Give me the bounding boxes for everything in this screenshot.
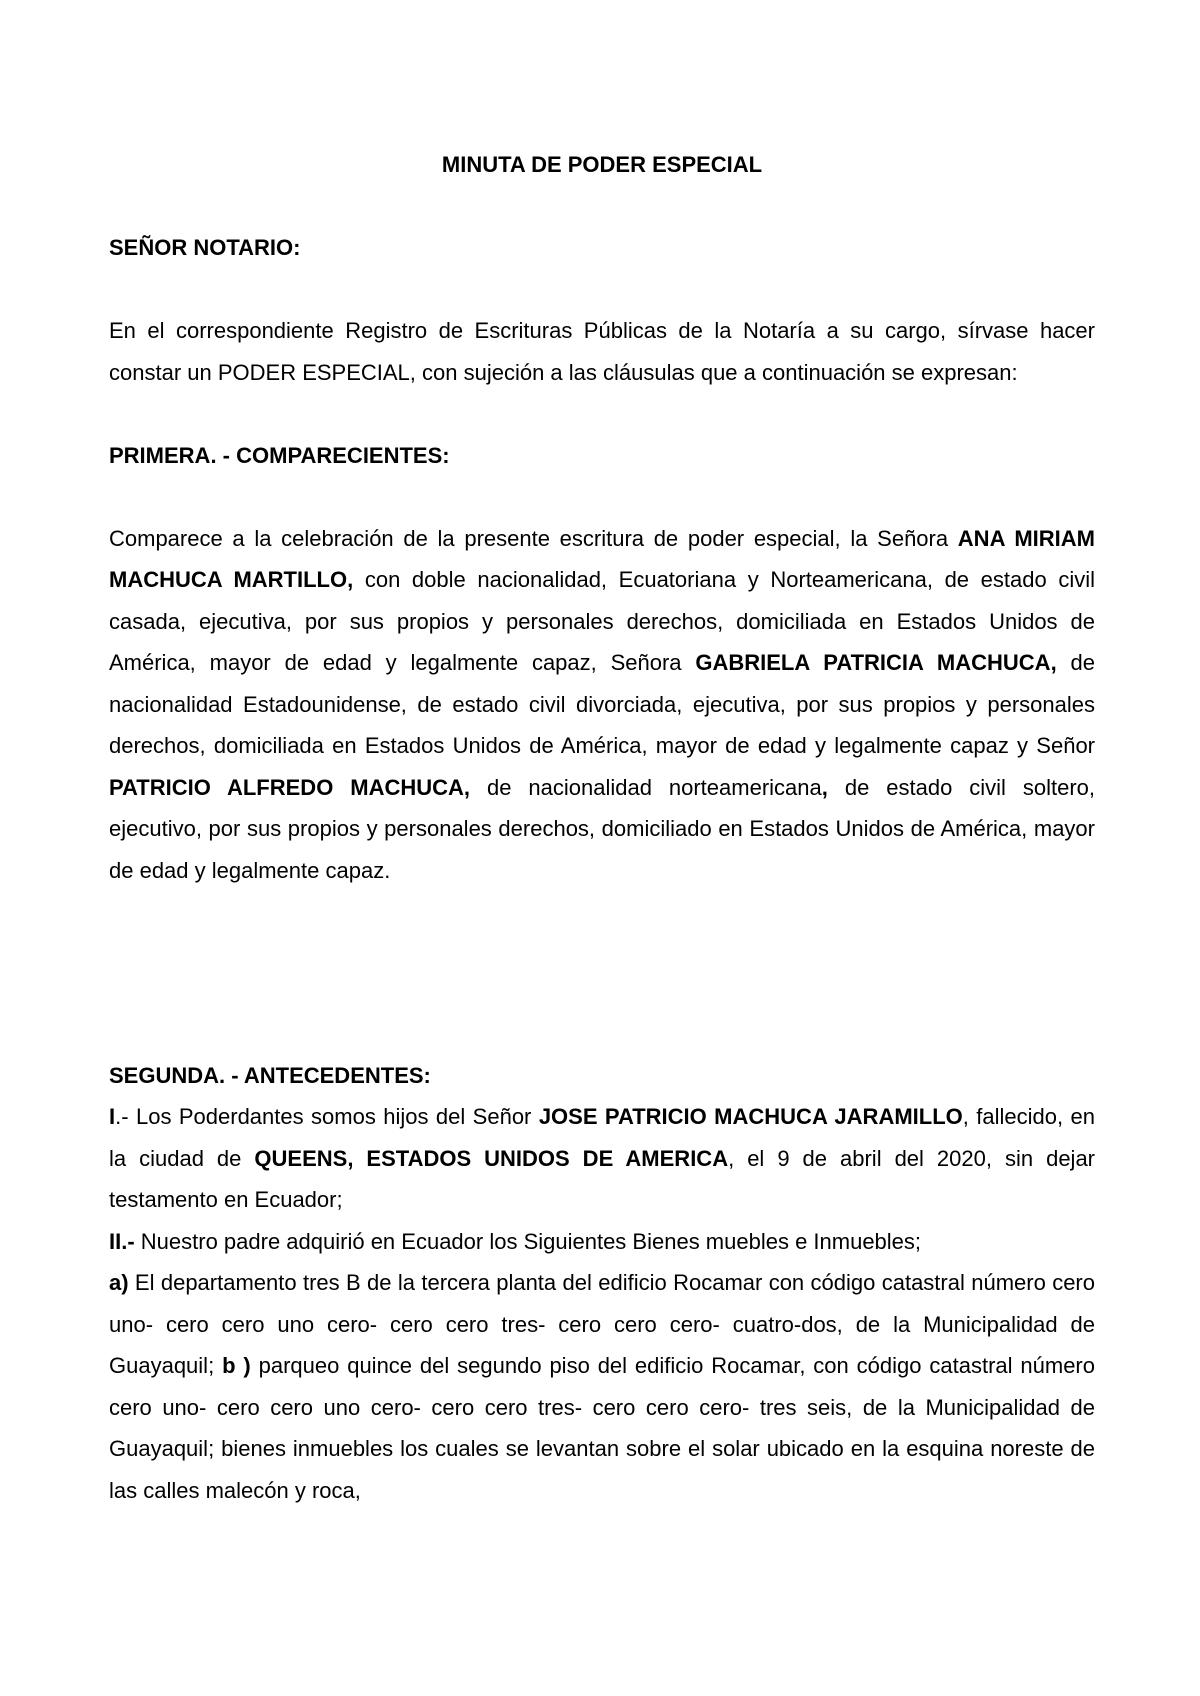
- comparecientes-text-5: de estado civil soltero, ejecutivo, por sus propios y personales derechos, domiciliado en Estados Unidos de América, mayor de edad y legalmente capaz.: [109, 774, 1096, 883]
- compareciente-name-3: PATRICIO ALFREDO MACHUCA,: [109, 774, 471, 800]
- antecedente-item-1-marker: I: [109, 1104, 116, 1129]
- intro-paragraph: En el correspondiente Registro de Escrituras Públicas de la Notaría a su cargo, sírvase hacer constar un PODER ESPECIAL, con sujeción a las cláusulas que a continuación se expresan:: [109, 318, 1095, 385]
- comparecientes-text-4: de nacionalidad norteamericana: [470, 774, 822, 800]
- antecedente-item-2: [109, 1221, 1095, 1263]
- antecedente-item-2-marker: II.-: [109, 1228, 135, 1254]
- antecedente-item-1: [109, 1096, 1095, 1221]
- antecedente-item-1-text-c: , el 9 de abril del 2020, sin dejar testamento en Ecuador;: [109, 1145, 1096, 1212]
- antecedente-item-2-text: Nuestro padre adquirió en Ecuador los Siguientes Bienes muebles e Inmuebles;: [134, 1228, 922, 1254]
- antecedente-item-1-text-a: .- Los Poderdantes somos hijos del Señor: [115, 1104, 539, 1129]
- comparecientes-comma: ,: [821, 774, 828, 800]
- deceased-name: JOSE PATRICIO MACHUCA JARAMILLO: [538, 1104, 963, 1129]
- salutation: SEÑOR NOTARIO:: [109, 235, 301, 260]
- comparecientes-text-2: con doble nacionalidad, Ecuatoriana y Norteamericana, de estado civil casada, ejecutiva, por sus propios y personales derechos, domiciliada en Estados Unidos de América, mayor de edad y legalmente capaz, Señora: [109, 567, 1095, 675]
- section-spacer: [109, 933, 1095, 1055]
- document-body: [109, 144, 1095, 1511]
- comparecientes-text-1: Comparece a la celebración de la presente escritura de poder especial, la Señora: [109, 525, 958, 551]
- comparecientes-paragraph: [109, 518, 1095, 892]
- death-place: QUEENS, ESTADOS UNIDOS DE AMERICA: [254, 1145, 729, 1171]
- bien-b-marker: b ): [222, 1353, 251, 1378]
- section-primera-heading: PRIMERA. - COMPARECIENTES:: [109, 442, 450, 468]
- comparecientes-text-3: de nacionalidad Estadounidense, de estado civil divorciada, ejecutiva, por sus propios y personales derechos, domiciliada en Estados Unidos de América, mayor de edad y legalmente capaz y Señor: [109, 650, 1095, 758]
- document-title: MINUTA DE PODER ESPECIAL: [441, 152, 763, 177]
- bien-a-marker: a): [109, 1270, 129, 1295]
- compareciente-name-1: ANA MIRIAM MACHUCA MARTILLO,: [109, 525, 1095, 592]
- bien-b-text: parqueo quince del segundo piso del edificio Rocamar, con código catastral número cero uno- cero cero uno cero- cero cero tres- cero cero cero- tres seis, de la Municipalidad de Guayaquil; bienes inmuebles los cuales se levantan sobre el solar ubicado en la esquina noreste de las calles malecón y roca,: [109, 1353, 1095, 1503]
- compareciente-name-2: GABRIELA PATRICIA MACHUCA,: [695, 650, 1057, 675]
- section-segunda-heading: SEGUNDA. - ANTECEDENTES:: [109, 1062, 431, 1088]
- antecedente-bienes: [109, 1262, 1095, 1511]
- bien-a-text: El departamento tres B de la tercera planta del edificio Rocamar con código catastral número cero uno- cero cero uno cero- cero cero tres- cero cero cero- cuatro-dos, de la Municipalidad de Guayaquil;: [109, 1270, 1095, 1378]
- antecedente-item-1-text-b: , fallecido, en la ciudad de: [109, 1104, 1096, 1171]
